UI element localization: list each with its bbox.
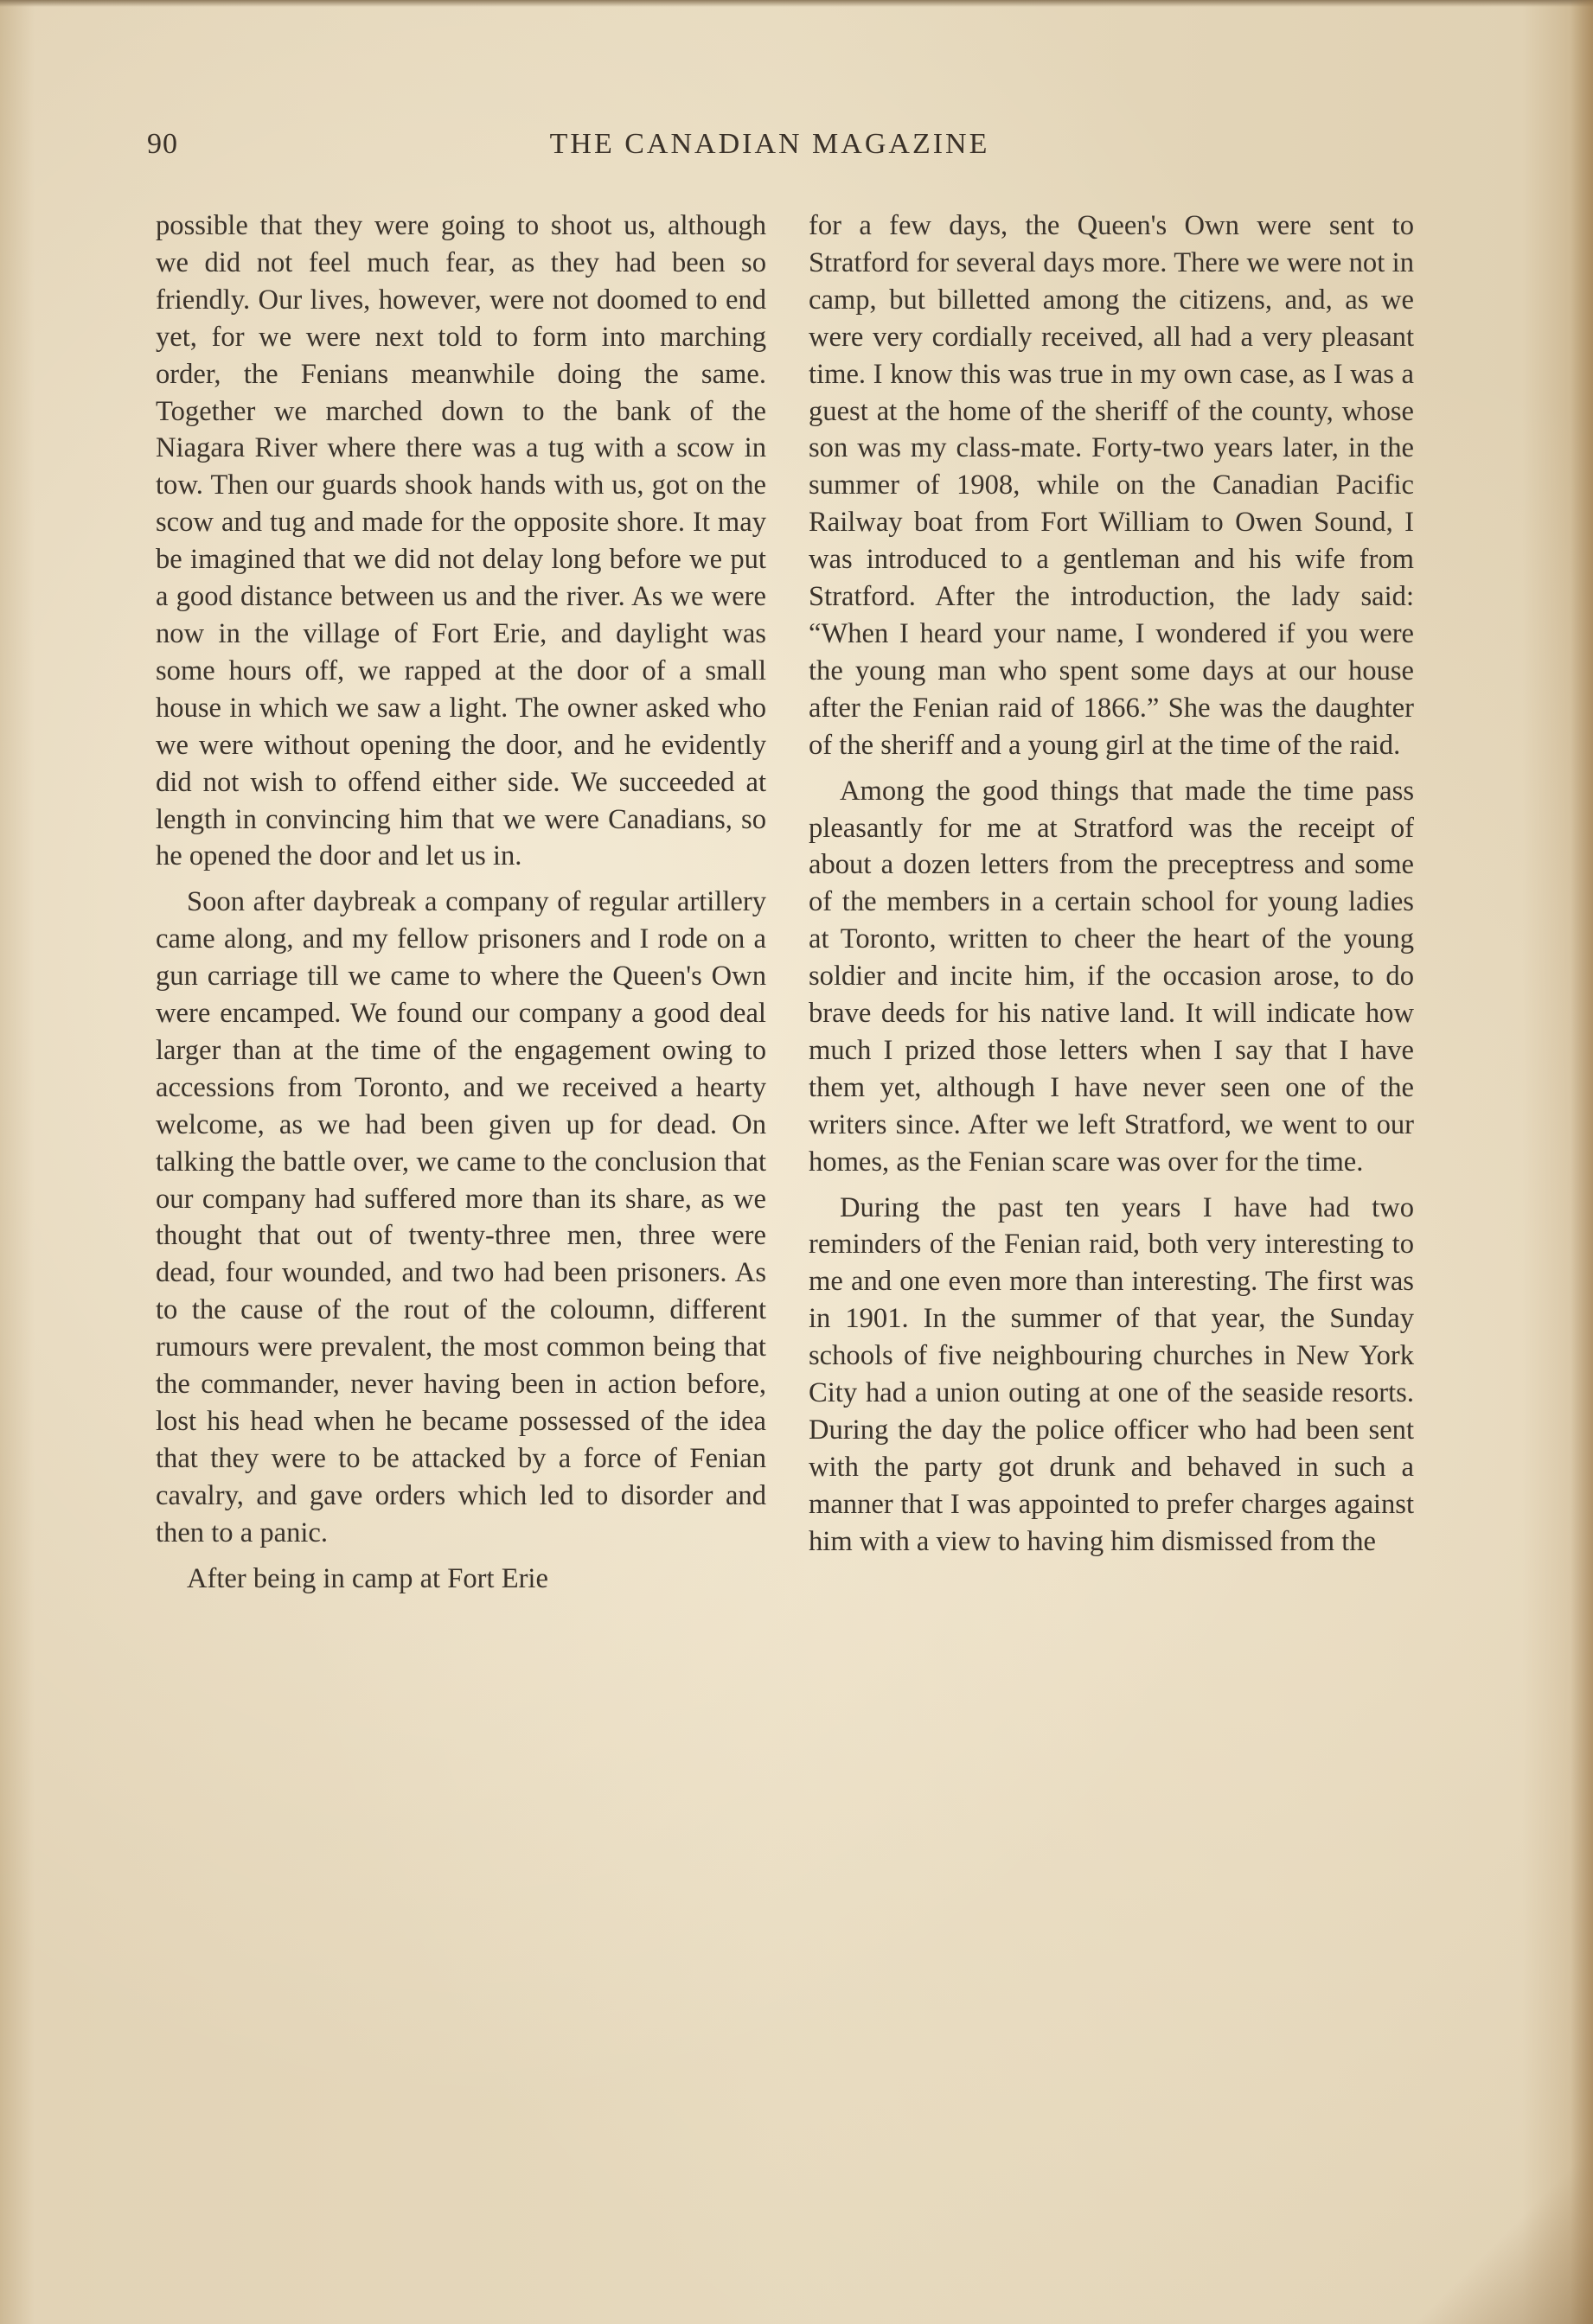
- paragraph: Soon after daybreak a company of regular artillery came along, and my fellow prisoners and I rode on a gun carriage till we came to where the Queen's Own were encamped. We found our company a good deal larger than at the time of the engagement owing to accessions from Toronto, and we received a hearty welcome, as we had been given up for dead. On talking the battle over, we came to the conclusion that our company had suffered more than its share, as we thought that out of twenty-three men, three were dead, four wounded, and two had been prisoners. As to the cause of the rout of the coloumn, different rumours were prevalent, the most common being that the commander, never having been in action before, lost his head when he became possessed of the idea that they were to be attacked by a force of Fenian cavalry, and gave orders which led to disorder and then to a panic.: [156, 886, 766, 1548]
- paragraph: Among the good things that made the time pass pleasantly for me at Stratford was the receipt of about a dozen letters from the preceptress and some of the members in a certain school for young ladies at Toronto, written to cheer the heart of the young soldier and incite him, if the occasion arose, to do brave deeds for his native land. It will indicate how much I prized those letters when I say that I have them yet, although I have never seen one of the writers since. After we left Stratford, we went to our homes, as the Fenian scare was over for the time.: [809, 775, 1414, 1178]
- paragraph: for a few days, the Queen's Own were sent to Stratford for several days more. There we were not in camp, but billetted among the citizens, and, as we were very cordially received, all had a very pleasant time. I know this was true in my own case, as I was a guest at the home of the sheriff of the county, whose son was my class-mate. Forty-two years later, in the summer of 1908, while on the Canadian Pacific Railway boat from Fort William to Owen Sound, I was introduced to a gentleman and his wife from Stratford. After the introduction, the lady said: “When I heard your name, I wondered if you were the young man who spent some days at our house after the Fenian raid of 1866.” She was the daughter of the sheriff and a young girl at the time of the raid.: [809, 210, 1414, 761]
- left-column: [156, 208, 766, 1598]
- paragraph: After being in camp at Fort Erie: [187, 1562, 548, 1594]
- page-corner-curl: [1368, 2151, 1593, 2324]
- page-right-edge: [1571, 0, 1593, 2324]
- magazine-title: THE CANADIAN MAGAZINE: [549, 128, 990, 160]
- page-number: 90: [147, 128, 178, 160]
- page-top-edge: [0, 0, 1593, 7]
- paragraph: possible that they were going to shoot us, although we did not feel much fear, as they had been so friendly. Our lives, however, were not doomed to end yet, for we were next told to form into marching order, the Fenians meanwhile doing the same. Together we marched down to the bank of the Niagara River where there was a tug with a scow in tow. Then our guards shook hands with us, got on the scow and tug and made for the opposite shore. It may be imagined that we did not delay long before we put a good distance between us and the river. As we were now in the village of Fort Erie, and daylight was some hours off, we rapped at the door of a small house in which we saw a light. The owner asked who we were without opening the door, and he evidently did not wish to offend either side. We succeeded at length in convincing him that we were Canadians, so he opened the door and let us in.: [156, 210, 766, 872]
- right-column: [809, 208, 1414, 1561]
- running-head: [147, 128, 1392, 171]
- paragraph: During the past ten years I have had two reminders of the Fenian raid, both very interesting to me and one even more than interesting. The first was in 1901. In the summer of that year, the Sunday schools of five neighbouring churches in New York City had a union outing at one of the seaside resorts. During the day the police officer who had been sent with the party got drunk and behaved in such a manner that I was appointed to prefer charges against him with a view to having him dismissed from the: [809, 1191, 1414, 1557]
